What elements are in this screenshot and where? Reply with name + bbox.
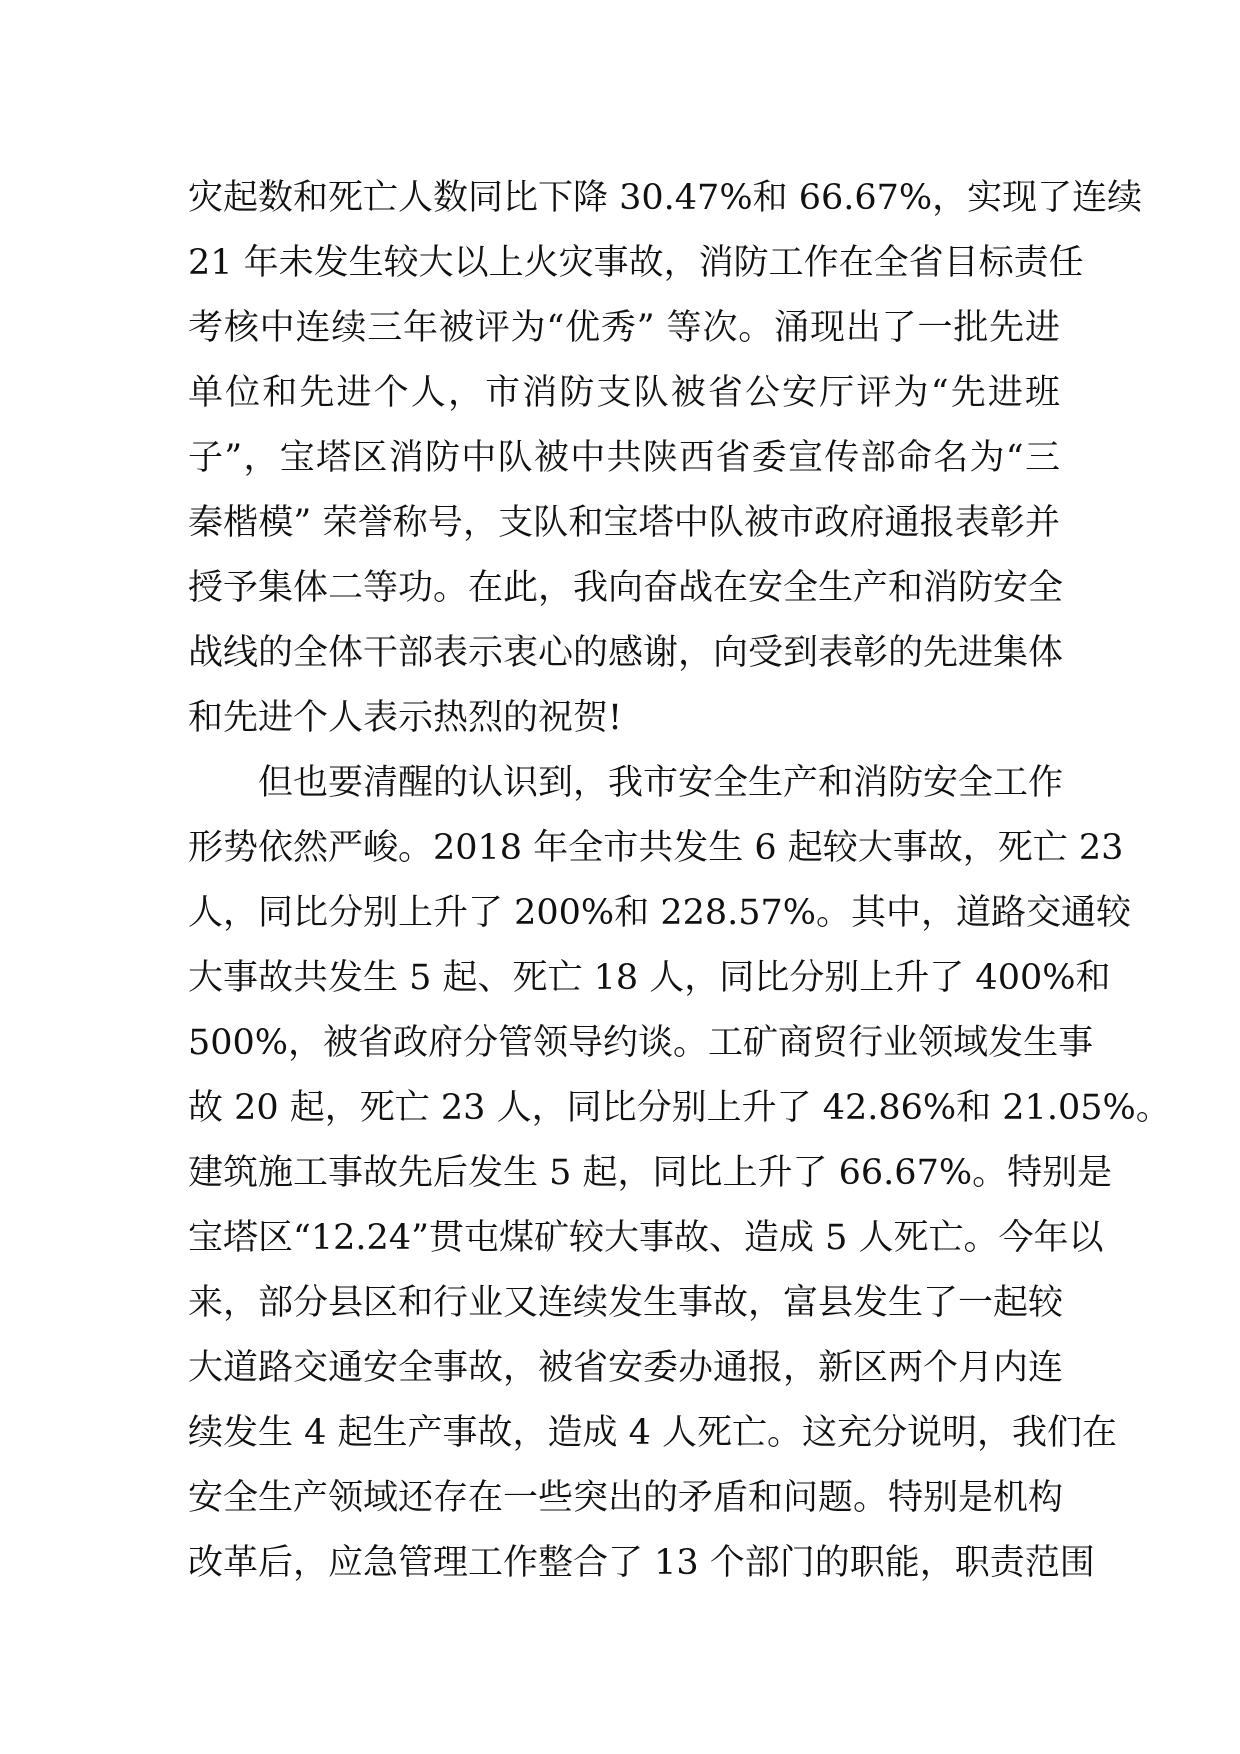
text-line: 故 20 起，死亡 23 人，同比分别上升了 42.86%和 21.05%。 [188,1088,1171,1128]
text-line: 战线的全体干部表示衷心的感谢，向受到表彰的先进集体 [188,633,1064,673]
text-line: 大事故共发生 5 起、死亡 18 人，同比分别上升了 400%和 [188,958,1111,998]
text-line: 宝塔区“12.24”贯屯煤矿较大事故、造成 5 人死亡。今年以 [188,1218,1104,1258]
text-line: 改革后，应急管理工作整合了 13 个部门的职能，职责范围 [188,1543,1095,1583]
text-line: 21 年未发生较大以上火灾事故，消防工作在全省目标责任 [188,243,1084,283]
text-line: 建筑施工事故先后发生 5 起，同比上升了 66.67%。特别是 [188,1153,1113,1193]
text-line: 灾起数和死亡人数同比下降 30.47%和 66.67%，实现了连续 [188,178,1143,218]
paragraph-1 [188,166,1143,751]
text-line: 大道路交通安全事故，被省安委办通报，新区两个月内连 [188,1348,1064,1388]
text-line: 授予集体二等功。在此，我向奋战在安全生产和消防安全 [188,568,1064,608]
text-line: 但也要清醒的认识到，我市安全生产和消防安全工作 [258,763,1064,803]
text-line: 形势依然严峻。2018 年全市共发生 6 起较大事故，死亡 23 [188,828,1124,868]
text-line: 人，同比分别上升了 200%和 228.57%。其中，道路交通较 [188,893,1132,933]
paragraph-2 [188,751,1171,1596]
text-line: 和先进个人表示热烈的祝贺! [188,698,623,738]
text-line: 500%，被省政府分管领导约谈。工矿商贸行业领域发生事 [188,1023,1094,1063]
text-line: 续发生 4 起生产事故，造成 4 人死亡。这充分说明，我们在 [188,1413,1118,1453]
text-line: 考核中连续三年被评为“优秀” 等次。涌现出了一批先进 [188,308,1060,348]
text-line: 秦楷模” 荣誉称号，支队和宝塔中队被市政府通报表彰并 [188,503,1060,543]
text-line: 安全生产领域还存在一些突出的矛盾和问题。特别是机构 [188,1478,1064,1518]
body-text [188,166,1171,1596]
text-line: 来，部分县区和行业又连续发生事故，富县发生了一起较 [188,1283,1064,1323]
text-line: 子”，宝塔区消防中队被中共陕西省委宣传部命名为“三 [188,438,1060,478]
text-line: 单位和先进个人，市消防支队被省公安厅评为“先进班 [188,373,1060,413]
